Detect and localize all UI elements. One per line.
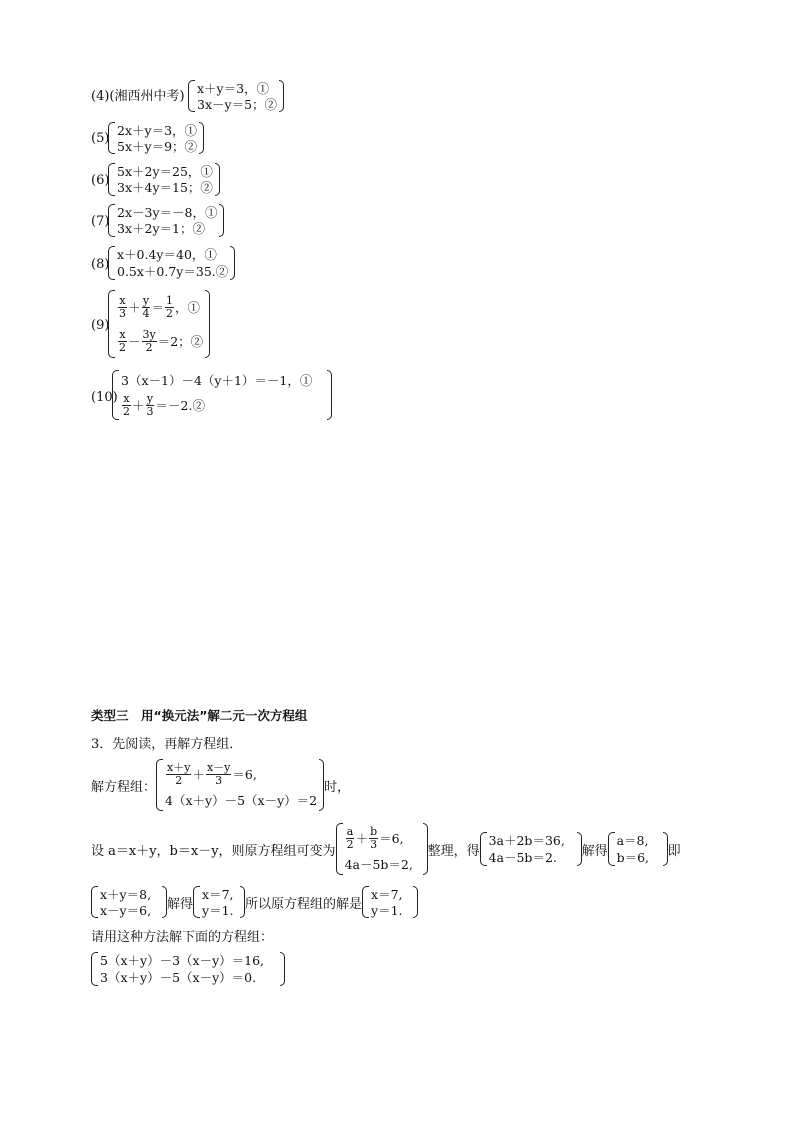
eq2: x－y＝6, xyxy=(100,902,152,918)
eq1: $\frac{a}{2}$ ＋ $\frac{b}{3}$ ＝6, xyxy=(346,825,404,851)
solution-original xyxy=(362,886,418,918)
eq1: $\frac{x}{3}$ ＋ $\frac{y}{4}$ ＝ $\frac{1}{2}$ ，① xyxy=(119,293,201,320)
equation-system-9 xyxy=(108,290,210,358)
p3-mid2: 所以原方程组的解是 xyxy=(245,896,363,912)
eq1: 3（x－1）－4（y＋1）＝－1，① xyxy=(121,372,313,388)
eq2: y＝1. xyxy=(202,902,234,918)
paragraph-1 xyxy=(91,758,350,812)
p2-suffix: 即 xyxy=(667,843,681,859)
problem-label-6: (6) xyxy=(91,173,110,188)
eq1: 2x＋y＝3，① xyxy=(117,122,198,138)
eq2: $\frac{x}{2}$ ＋ $\frac{y}{3}$ ＝－2.② xyxy=(123,391,205,418)
eq1: 3a＋2b＝36, xyxy=(488,833,565,848)
p2-mid1: 整理，得 xyxy=(427,843,480,859)
paragraph-3 xyxy=(91,885,418,919)
eq1: 5x＋2y＝25，① xyxy=(117,163,213,179)
eq1: x＝7, xyxy=(202,886,234,902)
eq1: x＋y＝8, xyxy=(100,886,152,902)
p2-prefix: 设 a＝x＋y，b＝x－y，则原方程组可变为 xyxy=(91,843,336,859)
equation-system-7 xyxy=(108,204,224,237)
problem-label-7: (7) xyxy=(91,214,110,229)
eq1: x＋y＝3，① xyxy=(197,80,270,96)
paragraph-2 xyxy=(91,822,681,876)
equation-system-10 xyxy=(112,370,332,420)
equation-system-simplified xyxy=(480,832,582,866)
eq2: 4（x＋y）－5（x－y）＝2 xyxy=(165,793,318,808)
solution-ab xyxy=(608,832,668,866)
eq2: 4a－5b＝2, xyxy=(344,857,413,872)
problem-label-5: (5) xyxy=(91,131,110,146)
problem-label-4: (4)(湘西州中考) xyxy=(91,89,185,104)
equation-system-substituted xyxy=(336,823,428,875)
equation-system-exercise xyxy=(91,952,285,986)
eq2: 3（x＋y）－5（x－y）＝0. xyxy=(100,970,257,985)
eq2: 5x＋y＝9；② xyxy=(117,138,198,154)
eq2: y＝1. xyxy=(371,902,403,918)
equation-system-original xyxy=(156,759,324,811)
p3-mid1: 解得 xyxy=(167,896,194,912)
equation-system-8 xyxy=(108,246,235,280)
eq2: 3x＋2y＝1；② xyxy=(117,221,205,237)
eq2: 3x－y＝5；② xyxy=(197,96,278,112)
p2-mid2: 解得 xyxy=(581,843,608,859)
eq1: a＝8, xyxy=(616,833,649,848)
section-heading: 类型三 用“换元法”解二元一次方程组 xyxy=(91,708,308,723)
eq2: 0.5x＋0.7y＝35.② xyxy=(117,264,229,279)
problem-label-8: (8) xyxy=(91,257,110,272)
equation-system-xy xyxy=(91,886,167,918)
question-intro: 3．先阅读，再解方程组． xyxy=(91,737,243,752)
eq2: 4a－5b＝2. xyxy=(488,850,557,865)
eq2: $\frac{x}{2}$ － $\frac{3y}{2}$ ＝2；② xyxy=(119,327,204,354)
p1-suffix: 时， xyxy=(324,779,351,795)
p1-prefix: 解方程组： xyxy=(91,779,157,795)
problem-label-9: (9) xyxy=(91,318,110,333)
solution-xy xyxy=(193,886,245,918)
eq1: 2x－3y＝－8，① xyxy=(117,204,218,220)
equation-system-5 xyxy=(108,122,204,154)
problem-label-10: (10) xyxy=(91,390,118,405)
eq1: x＋0.4y＝40，① xyxy=(117,247,217,262)
paragraph-4: 请用这种方法解下面的方程组： xyxy=(91,930,274,945)
eq2: b＝6, xyxy=(616,850,650,865)
equation-system-4 xyxy=(188,80,284,112)
eq2: 3x＋4y＝15；② xyxy=(117,180,213,196)
eq1: 5（x＋y）－3（x－y）＝16, xyxy=(100,953,265,968)
eq1: $\frac{x+y}{2}$ ＋ $\frac{x-y}{3}$ ＝6, xyxy=(167,761,257,787)
eq1: x＝7, xyxy=(371,886,403,902)
equation-system-6 xyxy=(108,163,220,196)
